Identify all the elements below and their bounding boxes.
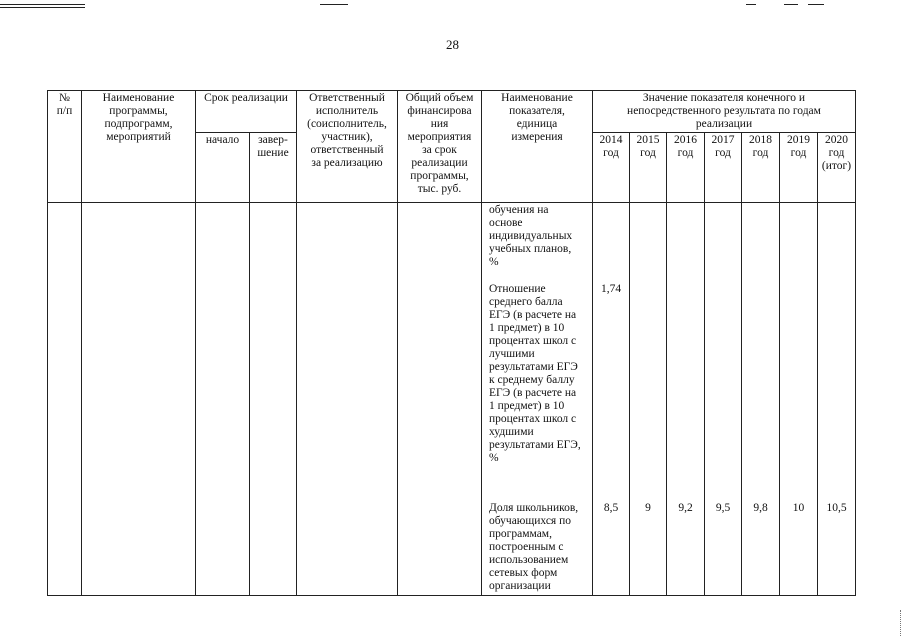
body-indicator [481, 202, 592, 596]
indicator-name: обучения на основе индивидуальных учебных планов, % [489, 204, 573, 268]
value-2015-row3: 9 [645, 502, 651, 514]
value-2020-row3: 10,5 [826, 502, 847, 514]
value-2018-row3: 9,8 [753, 502, 768, 514]
table-bottom-border [47, 595, 856, 596]
scan-side-marks [900, 610, 903, 636]
body-name [81, 202, 195, 596]
header-name: Наименование программы, подпрограмм, мероприятий [81, 90, 195, 202]
header-indicator: Наименование показателя, единица измерения [481, 90, 592, 202]
body-executor [296, 202, 397, 596]
table-right-border [855, 90, 856, 596]
header-values-group: Значение показателя конечного и непосредственного результата по годам реализации [592, 90, 855, 132]
indicator-name: Доля школьников, обучающихся по программам, построенным с использованием сетевых форм организации [489, 502, 579, 592]
scan-line-right-1 [746, 4, 756, 5]
scan-line-left-2 [0, 7, 85, 8]
program-table [47, 90, 856, 596]
header-num: № п/п [47, 90, 81, 202]
scan-line-right-2 [784, 4, 798, 5]
header-financing: Общий объем финансирова ния мероприятия за срок реализации программы, тыс. руб. [397, 90, 481, 202]
scan-line-left [0, 4, 85, 5]
header-period: Срок реализации [195, 90, 296, 132]
header-year-2017: 2017 год [704, 132, 741, 202]
body-year-2014 [592, 202, 629, 596]
header-end: завер- шение [249, 132, 296, 202]
value-2019-row3: 10 [792, 502, 805, 514]
header-year-2018: 2018 год [741, 132, 779, 202]
header-start: начало [195, 132, 249, 202]
value-2014-row2: 1,74 [600, 283, 622, 295]
body-year-2018 [741, 202, 779, 596]
body-start [195, 202, 249, 596]
header-year-2020: 2020 год (итог) [817, 132, 855, 202]
header-executor: Ответственный исполнитель (соисполнитель, участник), ответственный за реализацию [296, 90, 397, 202]
header-year-2019: 2019 год [779, 132, 817, 202]
value-2014-row3: 8,5 [603, 502, 619, 514]
body-num [47, 202, 81, 596]
body-year-2019 [779, 202, 817, 596]
body-year-2015 [629, 202, 666, 596]
value-2017-row3: 9,5 [715, 502, 731, 514]
scan-line-center [320, 4, 348, 5]
indicator-name: Отношение среднего балла ЕГЭ (в расчете на 1 предмет) в 10 процентах школ с лучшими результатами ЕГЭ к среднему баллу ЕГЭ (в расчете на 1 предмет) в 10 процентах школ с худшими результатами ЕГЭ, % [489, 283, 581, 464]
body-financing [397, 202, 481, 596]
body-year-2020 [817, 202, 855, 596]
body-year-2016 [666, 202, 704, 596]
scan-line-right-3 [808, 4, 824, 5]
header-year-2016: 2016 год [666, 132, 704, 202]
header-year-2014: 2014 год [592, 132, 629, 202]
header-year-2015: 2015 год [629, 132, 666, 202]
body-end [249, 202, 296, 596]
body-year-2017 [704, 202, 741, 596]
page-number: 28 [446, 37, 459, 52]
value-2016-row3: 9,2 [678, 502, 693, 514]
